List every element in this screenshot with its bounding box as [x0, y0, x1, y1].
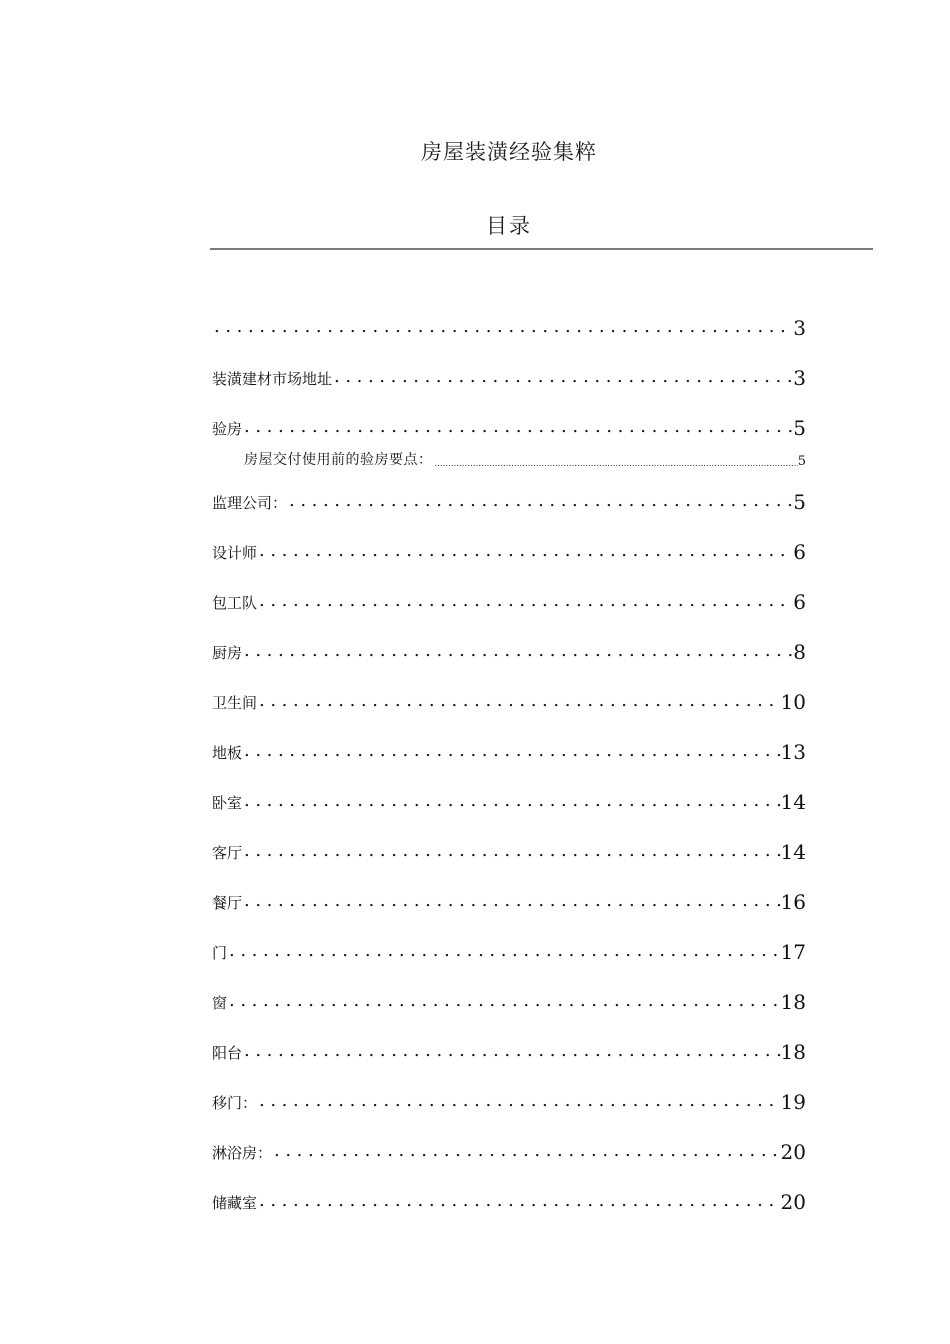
toc-entry[interactable] — [212, 1036, 806, 1064]
toc-entry-label: 储藏室 — [212, 1194, 258, 1212]
toc-entry[interactable] — [212, 362, 806, 390]
toc-entry[interactable] — [212, 636, 806, 664]
toc-leader-dots — [334, 368, 793, 390]
toc-leader-dots — [259, 692, 781, 714]
toc-entry-page: 6 — [793, 590, 806, 614]
toc-entry-label: 淋浴房： — [212, 1144, 273, 1162]
toc-leader-dots — [229, 992, 781, 1014]
toc-entry-page: 5 — [793, 416, 806, 440]
toc-leader-dots — [259, 1092, 781, 1114]
toc-entry[interactable] — [212, 536, 806, 564]
toc-entry-label: 验房 — [212, 420, 243, 438]
toc-entry-page: 13 — [780, 740, 806, 764]
toc-entry[interactable] — [212, 936, 806, 964]
toc-leader-dots — [435, 460, 798, 471]
toc-entry-label: 窗 — [212, 994, 228, 1012]
toc-entry-page: 3 — [793, 316, 806, 340]
toc-entry-label: 地板 — [212, 744, 243, 762]
toc-entry-page: 19 — [780, 1090, 806, 1114]
toc-leader-dots — [259, 542, 793, 564]
toc-entry-label: 门 — [212, 944, 228, 962]
toc-entry-page: 5 — [793, 490, 806, 514]
toc-leader-dots — [214, 318, 793, 340]
toc-leader-dots — [244, 418, 793, 440]
toc-entry-label: 厨房 — [212, 644, 243, 662]
toc-entry[interactable] — [212, 1086, 806, 1114]
toc-divider — [210, 248, 873, 250]
toc-entry-page: 6 — [793, 540, 806, 564]
toc-entry[interactable] — [212, 486, 806, 514]
toc-entry[interactable] — [212, 836, 806, 864]
toc-entry-page: 20 — [780, 1190, 806, 1214]
toc-leader-dots — [244, 642, 793, 664]
toc-entry[interactable] — [212, 986, 806, 1014]
toc-entry-label: 阳台 — [212, 1044, 243, 1062]
toc-entry[interactable] — [212, 312, 806, 340]
toc-entry-label: 餐厅 — [212, 894, 243, 912]
toc-entry[interactable] — [212, 786, 806, 814]
toc-entry-label: 卧室 — [212, 794, 243, 812]
toc-entry[interactable] — [212, 586, 806, 614]
toc-leader-dots — [244, 742, 781, 764]
toc-entry-page: 16 — [780, 890, 806, 914]
toc-entry-label: 监理公司： — [212, 494, 288, 512]
toc-entry[interactable] — [212, 1186, 806, 1214]
toc-entry-page: 18 — [780, 990, 806, 1014]
toc-entry-page: 14 — [780, 790, 806, 814]
toc-heading: 目录 — [486, 214, 532, 238]
toc-entry-label: 移门： — [212, 1094, 258, 1112]
toc-leader-dots — [244, 792, 781, 814]
toc-entry-page: 14 — [780, 840, 806, 864]
toc-entry-page: 20 — [780, 1140, 806, 1164]
toc-entry[interactable] — [212, 1136, 806, 1164]
toc-entry-label: 卫生间 — [212, 694, 258, 712]
toc-entry-label: 房屋交付使用前的验房要点： — [244, 452, 433, 468]
toc-leader-dots — [259, 1192, 781, 1214]
toc-entry-label: 装潢建材市场地址 — [212, 370, 333, 388]
toc-sub-entry[interactable] — [244, 451, 806, 471]
toc-leader-dots — [244, 892, 781, 914]
toc-entry-label: 客厅 — [212, 844, 243, 862]
toc-entry-label: 包工队 — [212, 594, 258, 612]
toc-leader-dots — [274, 1142, 781, 1164]
toc-entry[interactable] — [212, 412, 806, 440]
toc-entry-page: 5 — [797, 454, 806, 469]
toc-entry[interactable] — [212, 686, 806, 714]
toc-leader-dots — [244, 842, 781, 864]
document-title: 房屋装潢经验集粹 — [421, 140, 597, 164]
toc-leader-dots — [244, 1042, 781, 1064]
toc-leader-dots — [259, 592, 793, 614]
toc-entry-page: 8 — [793, 640, 806, 664]
toc-entry-page: 3 — [793, 366, 806, 390]
toc-entry[interactable] — [212, 886, 806, 914]
toc-entry-page: 10 — [780, 690, 806, 714]
toc-entry-page: 18 — [780, 1040, 806, 1064]
toc-leader-dots — [289, 492, 793, 514]
toc-entry-label: 设计师 — [212, 544, 258, 562]
toc-entry-page: 17 — [780, 940, 806, 964]
toc-leader-dots — [229, 942, 781, 964]
toc-entry[interactable] — [212, 736, 806, 764]
